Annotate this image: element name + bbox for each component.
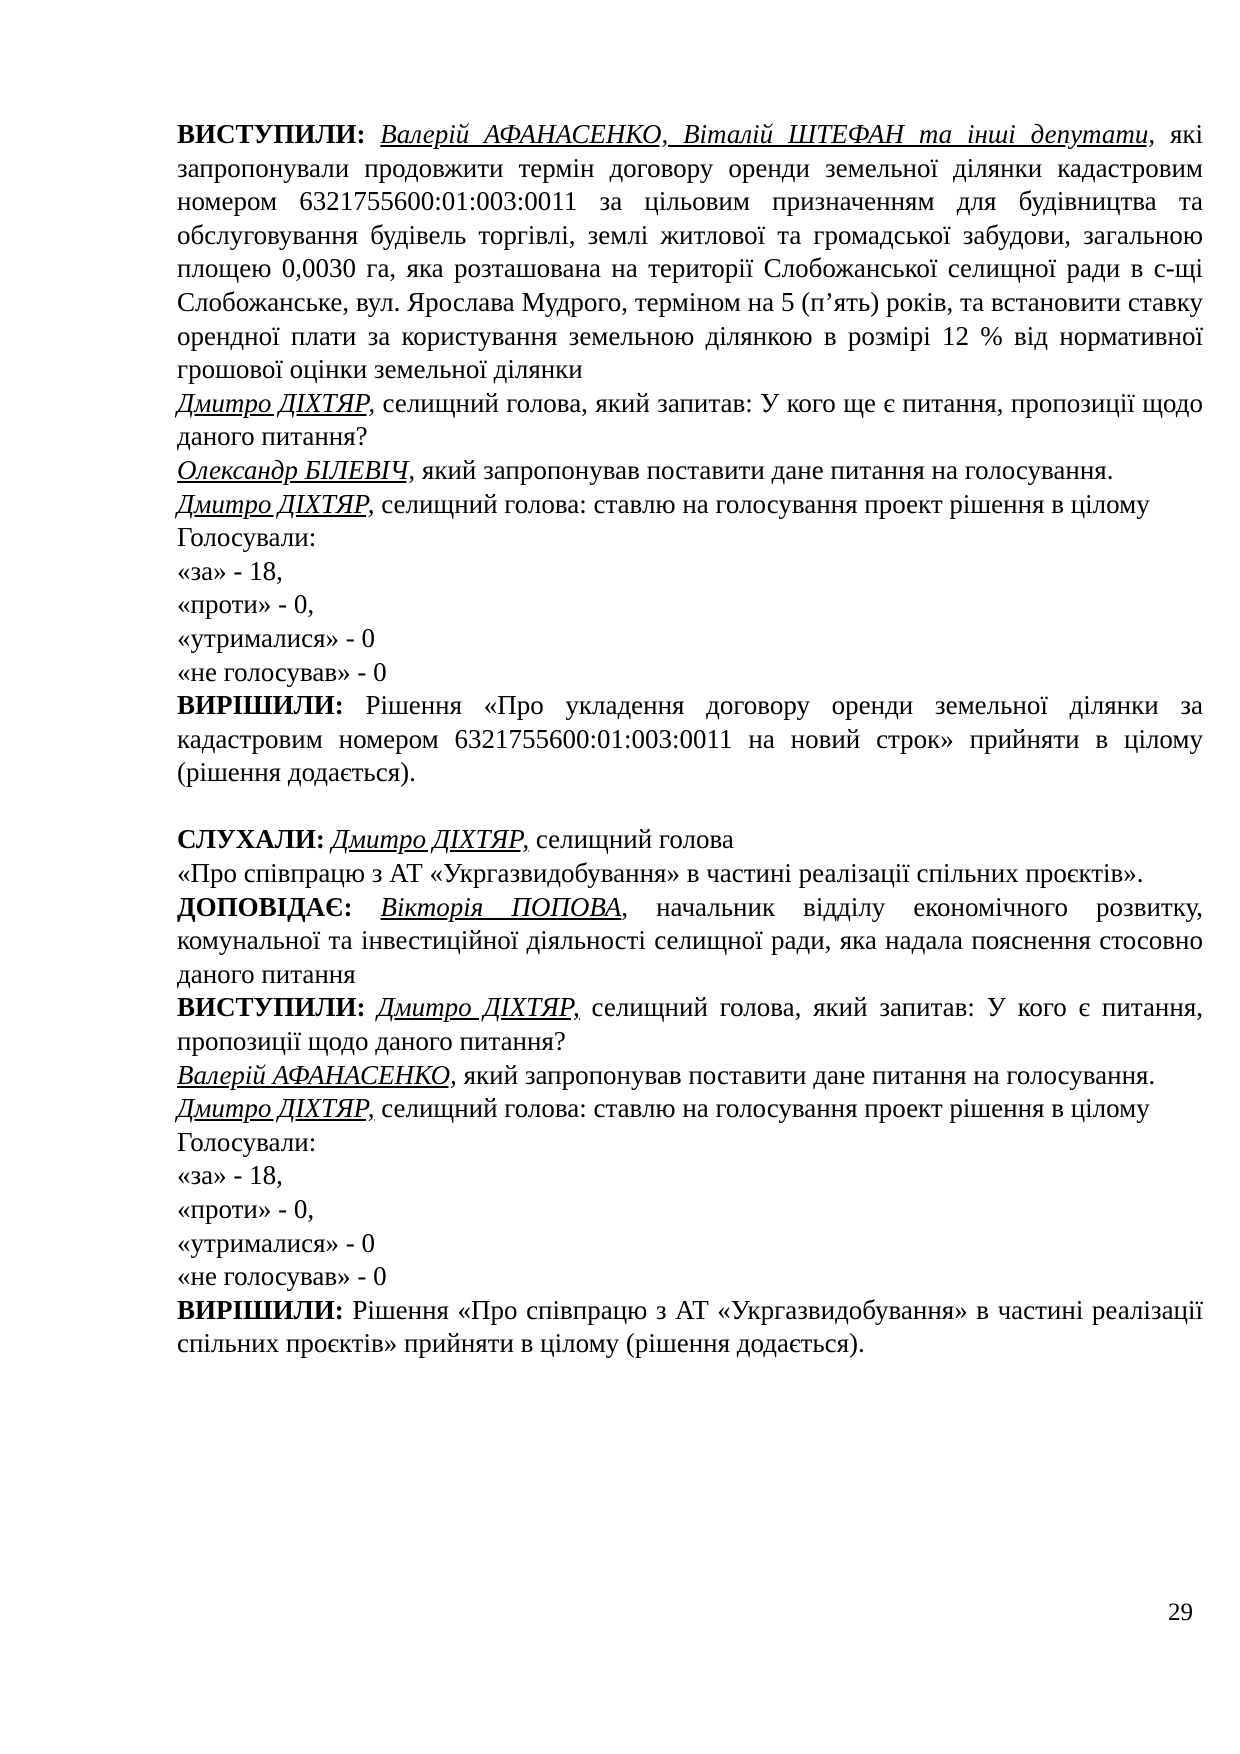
vote-heading: Голосували: [177, 522, 317, 553]
section-gap [177, 790, 1203, 824]
remark-paragraph [177, 387, 1203, 454]
section-label: ВИРІШИЛИ: [177, 690, 344, 721]
page-number: 29 [1168, 1599, 1193, 1626]
paragraph-text: селищний голова [529, 824, 734, 855]
topic-paragraph: «Про співпрацю з АТ «Укргазвидобування» в частині реалізації спільних проєктів». [177, 858, 1144, 889]
paragraph-text: селищний голова, який запитав: У кого ще є питання, пропозиції щодо даного питання? [177, 387, 1203, 452]
decision-paragraph [177, 689, 1203, 790]
vote-for: «за» - 18, [177, 555, 283, 586]
speaker-name: Дмитро ДІХТЯР, [331, 824, 530, 855]
paragraph-text: селищний голова: ставлю на голосування проект рішення в цілому [374, 1093, 1150, 1124]
section-label: ВИСТУПИЛИ: [177, 992, 366, 1023]
section-label: СЛУХАЛИ: [177, 824, 325, 855]
speaker-name: Валерій АФАНАСЕНКО, [177, 1059, 457, 1090]
paragraph-text: селищний голова: ставлю на голосування проект рішення в цілому [374, 488, 1150, 519]
speakers-paragraph [177, 991, 1203, 1058]
section-label: ВИРІШИЛИ: [177, 1294, 344, 1325]
paragraph-text: який запропонував поставити дане питання на голосування. [415, 454, 1114, 485]
speaker-name: Олександр БІЛЕВІЧ, [177, 454, 416, 485]
heard-paragraph [177, 823, 1203, 857]
speaker-names: Валерій АФАНАСЕНКО, Віталій ШТЕФАН та інші депутати, [380, 119, 1156, 149]
vote-for: «за» - 18, [177, 1160, 283, 1191]
vote-heading: Голосували: [177, 1126, 317, 1157]
paragraph-text: Рішення «Про укладення договору оренди земельної ділянки за кадастровим номером 6321755600:01:003:0011 на новий строк» прийняти в цілому (рішення додається). [177, 690, 1203, 788]
vote-not-voted: «не голосував» - 0 [177, 1261, 387, 1292]
vote-abstained: «утрималися» - 0 [177, 1227, 376, 1258]
speaker-name: Дмитро ДІХТЯР, [177, 1093, 375, 1124]
remark-paragraph [177, 454, 1203, 488]
paragraph-text: які запропонували продовжити термін договору оренди земельної ділянки кадастровим номером 6321755600:01:003:0011 за цільовим призначенням для будівництва та обслуговування будівель торгівлі, землі житлової та громадської забудови, загальною площею 0,0030 га, яка розташована на території Слобожанської селищної ради в с-щі Слобожанське, вул. Ярослава Мудрого, терміном на 5 (п’ять) років, та встановити ставку орендної плати за користування земельною ділянкою в розмірі 12 % від нормативної грошової оцінки земельної ділянки [177, 119, 1204, 385]
vote-against: «проти» - 0, [177, 1194, 315, 1224]
remark-paragraph [177, 1092, 1203, 1126]
vote-abstained: «утрималися» - 0 [177, 622, 376, 653]
speaker-name: Вікторія ПОПОВА [380, 891, 622, 922]
remark-paragraph [177, 488, 1203, 522]
vote-against: «проти» - 0, [177, 589, 315, 620]
vote-not-voted: «не голосував» - 0 [177, 656, 387, 687]
speaker-name: Дмитро ДІХТЯР, [377, 992, 580, 1023]
speaker-name: Дмитро ДІХТЯР, [177, 488, 375, 519]
paragraph-text: який запропонував поставити дане питання на голосування. [456, 1059, 1156, 1090]
vote-block [177, 1126, 1203, 1294]
document-page [177, 118, 1203, 1361]
vote-block [177, 521, 1203, 689]
speakers-paragraph [177, 118, 1203, 387]
section-label: ДОПОВІДАЄ: [177, 891, 353, 922]
section-label: ВИСТУПИЛИ: [177, 119, 366, 149]
paragraph-text: , начальник відділу економічного розвитку, комунальної та інвестиційної діяльності селищної ради, яка надала пояснення стосовно даного питання [177, 891, 1203, 989]
paragraph-text: селищний голова, який запитав: У кого є питання, пропозиції щодо даного питання? [177, 992, 1204, 1057]
speaker-name: Дмитро ДІХТЯР, [177, 387, 376, 418]
decision-paragraph [177, 1294, 1203, 1361]
paragraph-text: Рішення «Про співпрацю з АТ «Укргазвидобування» в частині реалізації спільних проєктів» прийняти в цілому (рішення додається). [177, 1294, 1203, 1359]
remark-paragraph [177, 1059, 1203, 1093]
report-paragraph [177, 891, 1203, 992]
